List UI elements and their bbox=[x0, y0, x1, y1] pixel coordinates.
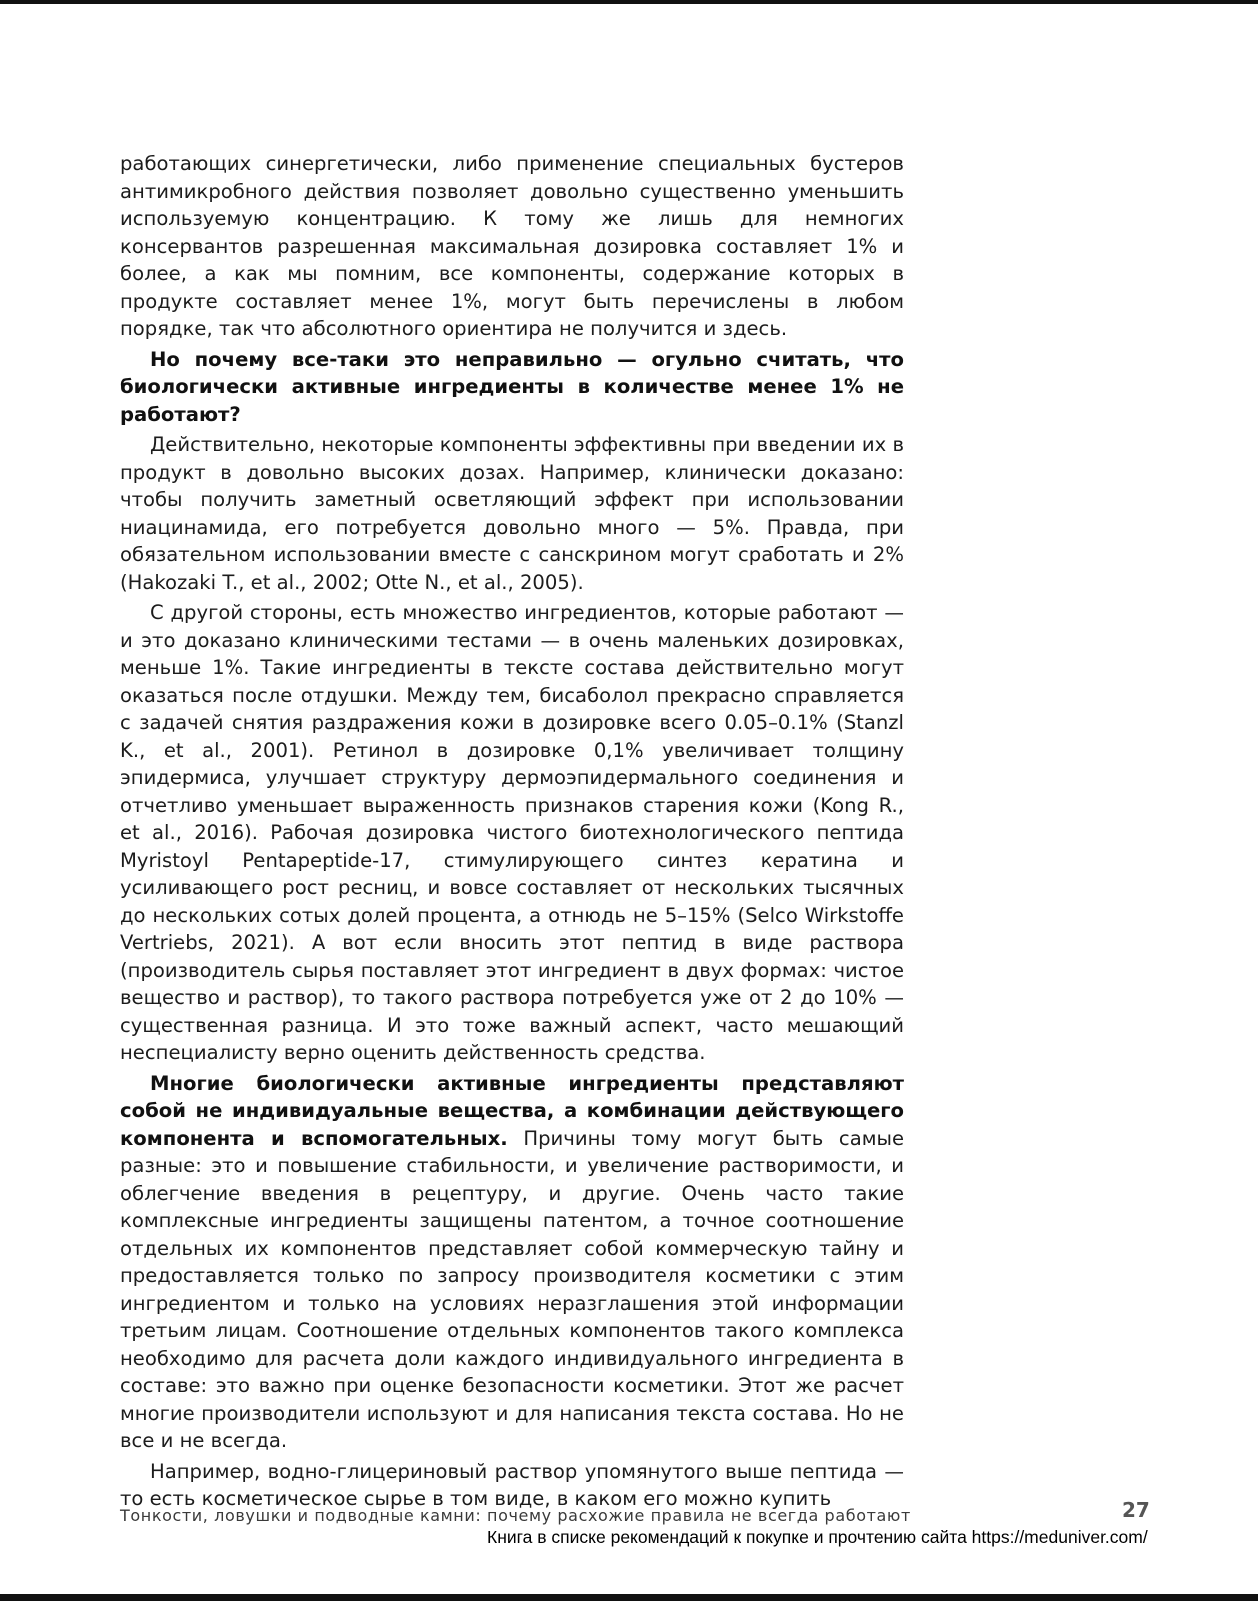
paragraph-5: Например, водно-глицериновый раствор упомянутого выше пептида — то есть косметическое сырье в том виде, в каком его можно купить bbox=[120, 1459, 904, 1510]
paragraph-1: работающих синергетически, либо применение специальных бустеров антимикробного действия позволяет довольно существенно уменьшить используемую концентрацию. К тому же лишь для немногих консервантов разрешенная максимальная дозировка составляет 1% и более, а как мы помним, все компоненты, содержание которых в продукте составляет менее 1%, могут быть перечислены в любом порядке, так что абсолютного ориентира не получится и здесь. bbox=[120, 152, 904, 340]
running-footer: Тонкости, ловушки и подводные камни: почему расхожие правила не всегда работают bbox=[120, 1506, 911, 1525]
paragraph-4-body: Причины тому могут быть самые разные: это и повышение стабильности, и увеличение растворимости, и облегчение введения в рецептуру, и другие. Очень часто такие комплексные ингредиенты защищены патентом, а точное соотношение отдельных их компонентов представляет собой коммерческую тайну и предоставляется только по запросу производителя косметики с этим ингредиентом и только на условиях неразглашения этой информации третьим лицам. Соотношение отдельных компонентов такого комплекса необходимо для расчета доли каждого индивидуального ингредиента в составе: это важно при оценке безопасности косметики. Этот же расчет многие производители используют и для написания текста состава. Но не все и не всегда. bbox=[120, 1126, 905, 1452]
section-heading bbox=[120, 346, 904, 429]
bottom-border bbox=[0, 1594, 1258, 1601]
heading-text: Но почему все-таки это неправильно — огульно считать, что биологически активные ингредиенты в количестве менее 1% не работают? bbox=[120, 347, 904, 426]
page-number: 27 bbox=[1122, 1498, 1150, 1522]
paragraph-3: С другой стороны, есть множество ингредиентов, которые работают — и это доказано клиническими тестами — в очень маленьких дозировках, меньше 1%. Такие ингредиенты в тексте состава действительно могут оказаться после отдушки. Между тем, бисаболол прекрасно справляется с задачей снятия раздражения кожи в дозировке всего 0.05–0.1% (Stanzl K., et al., 2001). Ретинол в дозировке 0,1% увеличивает толщину эпидермиса, улучшает структуру дермоэпидермального соединения и отчетливо уменьшает выраженность признаков старения кожи (Kong R., et al., 2016). Рабочая дозировка чистого биотехнологического пептида Myristoyl Pentapeptide-17, стимулирующего синтез кератина и усиливающего рост ресниц, и вовсе составляет от нескольких тысячных до нескольких сотых долей процента, а отнюдь не 5–15% (Selco Wirkstoffe Vertriebs, 2021). А вот если вносить этот пептид в виде раствора (производитель сырья поставляет этот ингредиент в двух формах: чистое вещество и раствор), то такого раствора потребуется уже от 2 до 10% — существенная разница. И это тоже важный аспект, часто мешающий неспециалисту верно оценить действенность средства. bbox=[120, 601, 904, 1064]
paragraph-4-lead: Многие биологически активные ингредиенты представляют собой не индивидуальные вещества, а комбинации действующего компонента и вспомогательных. bbox=[120, 1071, 904, 1150]
source-watermark: Книга в списке рекомендаций к покупке и прочтению сайта https://meduniver.com/ bbox=[487, 1527, 1148, 1547]
top-border bbox=[0, 0, 1258, 4]
body-text bbox=[120, 150, 904, 1516]
paragraph-2: Действительно, некоторые компоненты эффективны при введении их в продукт в довольно высоких дозах. Например, клинически доказано: чтобы получить заметный осветляющий эффект при использовании ниацинамида, его потребуется довольно много — 5%. Правда, при обязательном использовании вместе с санскрином могут сработать и 2% (Hakozaki T., et al., 2002; Otte N., et al., 2005). bbox=[120, 433, 904, 594]
paragraph-4 bbox=[120, 1070, 904, 1455]
